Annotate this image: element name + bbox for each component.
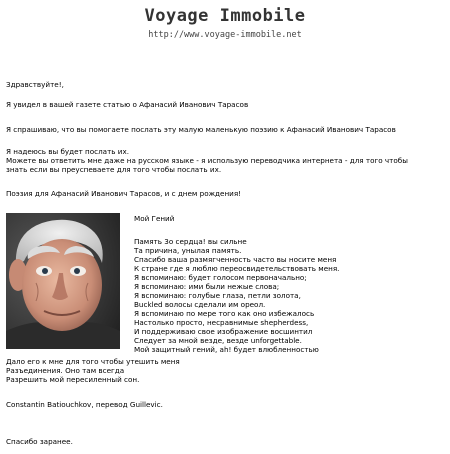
paragraph-hope-line-1: Я надеюсь вы будет послать их. [6,147,130,156]
poem-line: Я вспоминаю: ими были нежые слова; [134,282,280,291]
poem-line: Разъединения. Оно там всегда [6,366,125,375]
poem-line: К стране где я люблю переосвидетельствовать меня. [134,264,340,273]
poem-line: Я вспоминаю: голубые глаза, петли золота, [134,291,301,300]
poem-line: Я вспоминаю по мере того как оно избежалось [134,309,315,318]
closing: Спасибо заранее. [6,437,73,446]
poem-body [134,237,339,354]
poem-line: Настолько просто, несравнимые shepherdess, [134,318,309,327]
poem-line: Buckled волосы сделали им ореол. [134,300,266,309]
poem-line: Дало его к мне для того чтобы утешить меня [6,357,180,366]
paragraph-hope-line-2: Можете вы ответить мне даже на русском языке - я использую переводчика интернета - для того чтобы [6,156,408,165]
site-header [0,6,450,41]
poem-line: Память 3о сердца! вы сильне [134,237,247,246]
poem-line: И поддерживаю свое изображение восшинтил [134,327,313,336]
site-url[interactable]: http://www.voyage-immobile.net [148,30,302,40]
paragraph-request: Я спрашиваю, что вы помогаете послать эту малую маленькую поэзию к Афанасий Иванович Тарасов [6,125,396,134]
poem-line: Разрешить мой пересиленный сон. [6,375,140,384]
poem-line: Следует за мной везде, везде unforgettable. [134,336,302,345]
paragraph-poem-intro: Поэзия для Афанасий Иванович Тарасов, и с днем рождения! [6,189,242,198]
greeting: Здравствуйте!, [6,80,64,89]
poem-body-continued [6,357,180,384]
paragraph-hope-line-3: знать если вы преуспеваете для того чтобы послать их. [6,165,222,174]
poem-title: Мой Гений [134,214,175,223]
poem-line: Я вспоминаю: будет голосом первоначально; [134,273,307,282]
site-title[interactable]: Voyage Immobile [144,6,306,26]
poem-line: Та причина, унылая память. [134,246,242,255]
poem-attribution: Constantin Batiouchkov, перевод Guillevic. [6,400,163,409]
poem-line: Мой защитный гений, ah! будет влюбленностью [134,345,319,354]
portrait-photo [6,213,120,349]
poem-line: Спасибо ваша размягченность часто вы носите меня [134,255,337,264]
paragraph-article: Я увидел в вашей газете статью о Афанасий Иванович Тарасов [6,100,249,109]
